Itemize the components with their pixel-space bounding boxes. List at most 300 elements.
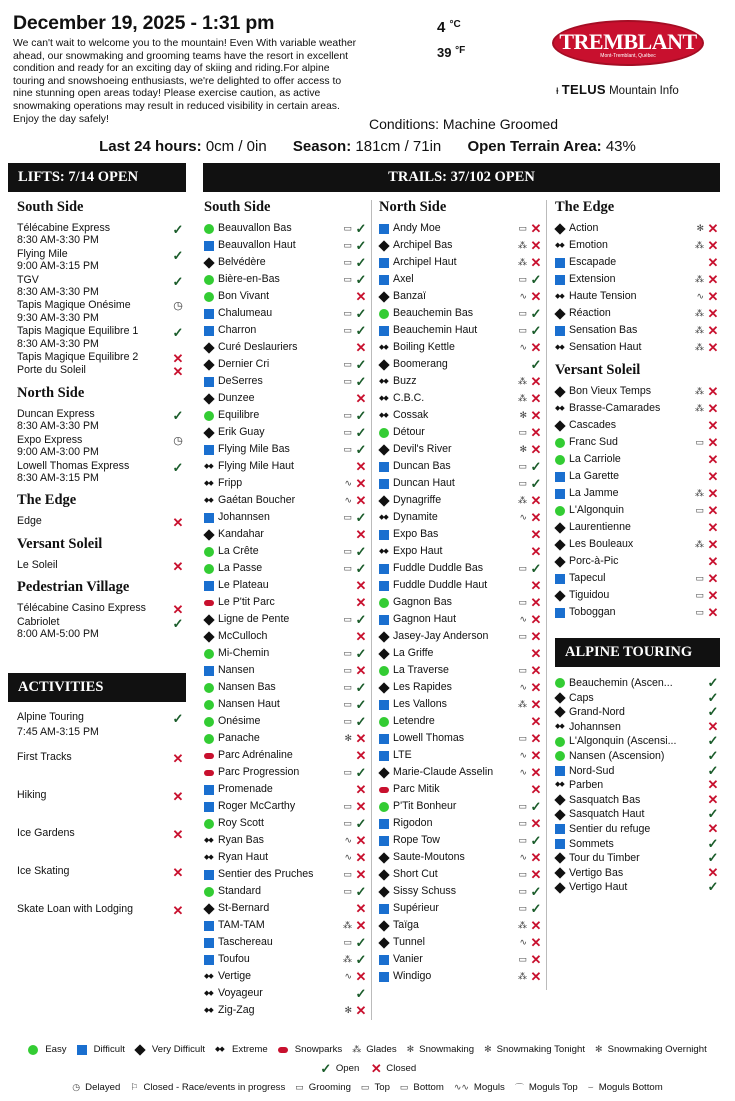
trail-row[interactable]	[204, 407, 368, 424]
alpine-row[interactable]	[555, 822, 720, 837]
trail-row[interactable]	[379, 492, 543, 509]
trail-row[interactable]	[379, 237, 543, 254]
lift-item[interactable]	[17, 616, 187, 641]
closed-x-icon: ✕	[172, 558, 184, 574]
closed-x-icon: ✕	[530, 255, 542, 270]
trail-name: Panache	[218, 732, 260, 744]
difficult-square-icon	[204, 581, 214, 591]
grooming-icon: ▭	[343, 699, 352, 709]
grooming-icon: ▭	[518, 308, 527, 318]
lift-item[interactable]	[17, 602, 187, 618]
trail-row[interactable]	[204, 883, 368, 900]
trail-row[interactable]	[555, 434, 720, 451]
difficult-square-icon	[379, 581, 389, 591]
snowpark-icon	[278, 1047, 288, 1053]
open-check-icon: ✓	[707, 733, 719, 749]
trail-row[interactable]	[379, 611, 543, 628]
trail-name: Brasse-Camarades	[569, 402, 661, 414]
extreme-double-diamond-icon: ◆◆	[204, 989, 213, 997]
trail-name: Duncan Haut	[393, 477, 455, 489]
trail-row[interactable]	[204, 696, 368, 713]
trail-row[interactable]	[555, 485, 720, 502]
glades-icon: ⁂	[695, 274, 704, 284]
open-check-icon: ✓	[530, 272, 542, 287]
alpine-name: Sasquatch Bas	[569, 793, 641, 806]
trail-name: Sensation Haut	[569, 341, 642, 353]
very-difficult-diamond-icon	[378, 852, 389, 863]
trail-row[interactable]	[204, 441, 368, 458]
grooming-icon: ▭	[343, 308, 352, 318]
alpine-row[interactable]	[555, 764, 720, 779]
alpine-row[interactable]	[555, 705, 720, 720]
extreme-double-diamond-icon: ◆◆	[204, 972, 213, 980]
legend-label: Extreme	[232, 1044, 268, 1055]
easy-circle-icon	[379, 309, 389, 319]
very-difficult-diamond-icon	[554, 539, 565, 550]
trail-row[interactable]	[555, 271, 720, 288]
grooming-icon: ▭	[343, 869, 352, 879]
activity-name: Hiking	[17, 789, 47, 801]
grooming-icon: ▭	[343, 614, 352, 624]
trail-row[interactable]	[204, 985, 368, 1002]
trail-row[interactable]	[555, 570, 720, 587]
activity-item[interactable]	[17, 901, 187, 939]
trail-row[interactable]	[379, 560, 543, 577]
trail-row[interactable]	[204, 577, 368, 594]
trail-row[interactable]	[204, 305, 368, 322]
trail-row[interactable]	[555, 322, 720, 339]
lift-item[interactable]	[17, 434, 187, 459]
alpine-row[interactable]	[555, 676, 720, 691]
glades-icon: ⁂	[695, 325, 704, 335]
difficult-square-icon	[379, 258, 389, 268]
trail-name: Laurentienne	[569, 521, 631, 533]
trail-row[interactable]	[204, 866, 368, 883]
trail-row[interactable]	[204, 475, 368, 492]
trail-row[interactable]	[379, 679, 543, 696]
grooming-icon: ▭	[343, 937, 352, 947]
legend	[0, 1040, 735, 1097]
trail-row[interactable]	[555, 536, 720, 553]
alpine-row[interactable]	[555, 851, 720, 866]
trail-row[interactable]	[379, 339, 543, 356]
difficult-square-icon	[204, 802, 214, 812]
closed-x-icon: ✕	[172, 865, 184, 880]
alpine-row[interactable]	[555, 778, 720, 793]
legend-item	[361, 1082, 390, 1093]
trail-row[interactable]	[555, 220, 720, 237]
legend-closed	[369, 1061, 416, 1077]
trail-row[interactable]	[379, 424, 543, 441]
closed-x-icon: ✕	[707, 306, 719, 321]
difficult-square-icon	[379, 564, 389, 574]
alpine-row[interactable]	[555, 734, 720, 749]
trail-row[interactable]	[379, 747, 543, 764]
column-divider	[546, 200, 547, 990]
trail-row[interactable]	[379, 526, 543, 543]
difficult-square-icon	[204, 666, 214, 676]
alpine-row[interactable]	[555, 837, 720, 852]
very-difficult-diamond-icon	[554, 809, 565, 820]
grooming-icon: ▭	[518, 631, 527, 641]
lift-item[interactable]	[17, 515, 187, 531]
trail-name: Toufou	[218, 953, 250, 965]
easy-circle-icon	[204, 224, 214, 234]
activity-name: First Tracks	[17, 751, 72, 763]
trail-row[interactable]	[379, 288, 543, 305]
trail-row[interactable]	[379, 798, 543, 815]
alpine-name: Tour du Timber	[569, 852, 640, 865]
trail-row[interactable]	[204, 220, 368, 237]
closed-x-icon: ✕	[707, 469, 719, 484]
trail-row[interactable]	[204, 356, 368, 373]
grooming-bottom-icon: ▭	[399, 1082, 409, 1092]
trail-row[interactable]	[204, 543, 368, 560]
trail-row[interactable]	[204, 679, 368, 696]
alpine-row[interactable]	[555, 866, 720, 881]
difficult-square-icon	[204, 955, 214, 965]
trail-row[interactable]	[204, 373, 368, 390]
activity-item[interactable]	[17, 749, 187, 787]
open-check-icon: ✓	[172, 325, 184, 341]
trail-row[interactable]	[204, 390, 368, 407]
activity-item[interactable]	[17, 787, 187, 825]
lift-name: Edge	[17, 515, 42, 528]
lift-name: Lowell Thomas Express	[17, 459, 130, 472]
legend-label: Snowmaking	[419, 1044, 475, 1055]
trail-row[interactable]	[379, 934, 543, 951]
trail-row[interactable]	[555, 339, 720, 356]
trail-row[interactable]	[204, 849, 368, 866]
trail-row[interactable]	[555, 553, 720, 570]
trail-row[interactable]	[379, 781, 543, 798]
trail-row[interactable]	[204, 645, 368, 662]
trail-name: St-Bernard	[218, 902, 270, 914]
trail-row[interactable]	[379, 390, 543, 407]
trail-row[interactable]	[379, 645, 543, 662]
lift-item[interactable]	[17, 248, 187, 273]
grooming-icon: ▭	[518, 478, 527, 488]
glades-icon: ⁂	[695, 403, 704, 413]
trail-row[interactable]	[379, 883, 543, 900]
closed-x-icon: ✕	[355, 918, 367, 933]
snowmaking-icon: ✻	[595, 1044, 603, 1054]
lift-section-title: Pedestrian Village	[17, 579, 130, 596]
trail-row[interactable]	[204, 832, 368, 849]
trail-row[interactable]	[204, 1002, 368, 1019]
alpine-name: Vertigo Bas	[569, 866, 624, 879]
alpine-row[interactable]	[555, 720, 720, 735]
trail-row[interactable]	[204, 288, 368, 305]
easy-circle-icon	[204, 564, 214, 574]
glades-icon: ⁂	[518, 920, 527, 930]
trail-row[interactable]	[204, 781, 368, 798]
closed-x-icon: ✕	[707, 791, 719, 807]
activities-header: ACTIVITIES	[8, 673, 186, 702]
grooming-icon: ▭	[343, 512, 352, 522]
easy-circle-icon	[555, 751, 565, 761]
extreme-double-diamond-icon: ◆◆	[215, 1045, 224, 1053]
trail-name: Taïga	[393, 919, 419, 931]
lift-hours: 9:00 AM-3:00 PM	[17, 446, 99, 459]
very-difficult-diamond-icon	[378, 682, 389, 693]
lift-item[interactable]	[17, 299, 187, 324]
alpine-row[interactable]	[555, 749, 720, 764]
lift-item[interactable]	[17, 460, 187, 485]
alpine-row[interactable]	[555, 793, 720, 808]
trail-row[interactable]	[204, 747, 368, 764]
trail-name: Gagnon Haut	[393, 613, 457, 625]
activity-item[interactable]	[17, 709, 187, 749]
trail-row[interactable]	[204, 713, 368, 730]
trail-row[interactable]	[204, 509, 368, 526]
lift-item[interactable]	[17, 325, 187, 350]
very-difficult-diamond-icon	[378, 291, 389, 302]
activity-hours: 7:45 AM-3:15 PM	[17, 726, 99, 738]
trail-row[interactable]	[204, 458, 368, 475]
trail-row[interactable]	[379, 832, 543, 849]
alpine-row[interactable]	[555, 691, 720, 706]
open-check-icon: ✓	[530, 833, 542, 848]
trail-row[interactable]	[555, 604, 720, 621]
glades-icon: ⁂	[695, 240, 704, 250]
lift-item[interactable]	[17, 351, 187, 367]
trail-row[interactable]	[379, 764, 543, 781]
trail-name: Gaétan Boucher	[218, 494, 296, 506]
trail-row[interactable]	[204, 968, 368, 985]
trail-row[interactable]	[555, 237, 720, 254]
grooming-icon: ▭	[295, 1082, 304, 1092]
trail-name: Boiling Kettle	[393, 341, 455, 353]
trail-row[interactable]	[379, 662, 543, 679]
closed-x-icon: ✕	[707, 605, 719, 620]
glades-icon: ⁂	[695, 539, 704, 549]
closed-x-icon: ✕	[530, 782, 542, 797]
trail-row[interactable]	[204, 951, 368, 968]
open-check-icon: ✓	[355, 646, 367, 661]
trail-row[interactable]	[204, 424, 368, 441]
lift-item[interactable]	[17, 274, 187, 299]
alpine-name: Vertigo Haut	[569, 881, 628, 894]
trail-row[interactable]	[379, 322, 543, 339]
alpine-row[interactable]	[555, 880, 720, 895]
very-difficult-diamond-icon	[203, 427, 214, 438]
open-check-icon: ✓	[355, 306, 367, 321]
grooming-icon: ▭	[695, 437, 704, 447]
trail-row[interactable]	[204, 917, 368, 934]
trail-row[interactable]	[204, 237, 368, 254]
trail-row[interactable]	[555, 305, 720, 322]
trail-name: Saute-Moutons	[393, 851, 465, 863]
trail-row[interactable]	[379, 356, 543, 373]
trail-row[interactable]	[379, 458, 543, 475]
closed-x-icon: ✕	[530, 714, 542, 729]
trail-name: Expo Haut	[393, 545, 443, 557]
trail-name: Banzaï	[393, 290, 426, 302]
glades-icon: ⁂	[695, 386, 704, 396]
trail-row[interactable]	[555, 451, 720, 468]
trail-name: Boomerang	[393, 358, 448, 370]
legend-item	[454, 1082, 505, 1093]
activity-item[interactable]	[17, 825, 187, 863]
trail-row[interactable]	[379, 475, 543, 492]
trail-row[interactable]	[379, 730, 543, 747]
trails-header: TRAILS: 37/102 OPEN	[203, 163, 720, 192]
trail-row[interactable]	[204, 764, 368, 781]
trail-row[interactable]	[379, 713, 543, 730]
closed-x-icon: ✕	[530, 969, 542, 984]
trail-name: Archipel Haut	[393, 256, 457, 268]
trail-row[interactable]	[379, 696, 543, 713]
trail-row[interactable]	[555, 254, 720, 271]
trail-row[interactable]	[379, 866, 543, 883]
closed-x-icon: ✕	[530, 663, 542, 678]
trail-row[interactable]	[379, 951, 543, 968]
lift-name: Tapis Magique Onésime	[17, 299, 131, 312]
trail-name: Beauvallon Bas	[218, 222, 292, 234]
trail-row[interactable]	[204, 628, 368, 645]
closed-x-icon: ✕	[707, 718, 719, 734]
trail-name: Parc Adrénaline	[218, 749, 293, 761]
trail-name: La Traverse	[393, 664, 449, 676]
grooming-icon: ▭	[695, 607, 704, 617]
trail-row[interactable]	[379, 271, 543, 288]
trail-row[interactable]	[379, 305, 543, 322]
trail-row[interactable]	[379, 577, 543, 594]
very-difficult-diamond-icon	[554, 853, 565, 864]
lift-item[interactable]	[17, 558, 187, 574]
difficult-square-icon	[555, 326, 565, 336]
trail-row[interactable]	[379, 900, 543, 917]
trail-name: Franc Sud	[569, 436, 618, 448]
trail-row[interactable]	[204, 900, 368, 917]
trail-name: Porc-à-Pic	[569, 555, 619, 567]
trail-row[interactable]	[379, 543, 543, 560]
difficult-square-icon	[379, 751, 389, 761]
trail-row[interactable]	[379, 628, 543, 645]
trail-name: Ryan Haut	[218, 851, 269, 863]
grooming-icon: ▭	[518, 597, 527, 607]
trail-row[interactable]	[555, 383, 720, 400]
trail-row[interactable]	[204, 322, 368, 339]
trail-row[interactable]	[379, 509, 543, 526]
trail-name: Ligne de Pente	[218, 613, 290, 625]
legend-item	[400, 1082, 444, 1093]
glades-icon: ⁂	[352, 1044, 362, 1054]
easy-circle-icon	[204, 819, 214, 829]
trail-name: Roger McCarthy	[218, 800, 296, 812]
trail-name: McCulloch	[218, 630, 268, 642]
trail-row[interactable]	[379, 815, 543, 832]
closed-x-icon: ✕	[707, 418, 719, 433]
difficult-square-icon	[379, 479, 389, 489]
closed-x-icon: ✕	[355, 340, 367, 355]
legend-difficult	[77, 1044, 125, 1055]
extreme-double-diamond-icon: ◆◆	[204, 1006, 213, 1014]
lift-item[interactable]	[17, 408, 187, 433]
open-check-icon: ✓	[530, 306, 542, 321]
trail-row[interactable]	[204, 492, 368, 509]
trail-row[interactable]	[204, 254, 368, 271]
open-check-icon: ✓	[355, 238, 367, 253]
trail-row[interactable]	[555, 468, 720, 485]
trail-row[interactable]	[204, 594, 368, 611]
trail-row[interactable]	[379, 407, 543, 424]
lift-item[interactable]	[17, 222, 187, 247]
snowpark-icon	[379, 787, 389, 793]
trail-row[interactable]	[379, 220, 543, 237]
grooming-icon: ▭	[518, 461, 527, 471]
trail-row[interactable]	[204, 560, 368, 577]
trail-row[interactable]	[555, 288, 720, 305]
lift-item[interactable]	[17, 364, 187, 380]
trail-row[interactable]	[555, 502, 720, 519]
trail-row[interactable]	[379, 917, 543, 934]
trail-row[interactable]	[204, 526, 368, 543]
trail-row[interactable]	[379, 968, 543, 985]
trail-name: Roy Scott	[218, 817, 264, 829]
closed-x-icon: ✕	[707, 238, 719, 253]
closed-x-icon: ✕	[370, 1060, 382, 1076]
closed-x-icon: ✕	[530, 612, 542, 627]
trail-row[interactable]	[204, 798, 368, 815]
open-check-icon: ✓	[355, 544, 367, 559]
alpine-name: Beauchemin (Ascen...	[569, 677, 673, 689]
trail-row[interactable]	[555, 417, 720, 434]
trail-name: Standard	[218, 885, 261, 897]
trail-row[interactable]	[204, 611, 368, 628]
trail-row[interactable]	[204, 662, 368, 679]
trail-row[interactable]	[379, 594, 543, 611]
very-difficult-diamond-icon	[378, 648, 389, 659]
closed-x-icon: ✕	[707, 554, 719, 569]
closed-x-icon: ✕	[707, 520, 719, 535]
trail-row[interactable]	[555, 400, 720, 417]
very-difficult-diamond-icon	[378, 631, 389, 642]
trail-row[interactable]	[204, 339, 368, 356]
trail-row[interactable]	[555, 587, 720, 604]
trail-row[interactable]	[555, 519, 720, 536]
activities-list	[17, 709, 187, 939]
grooming-icon: ▭	[518, 325, 527, 335]
activity-item[interactable]	[17, 863, 187, 901]
trail-row[interactable]	[379, 373, 543, 390]
trail-row[interactable]	[204, 730, 368, 747]
trail-row[interactable]	[379, 849, 543, 866]
trail-row[interactable]	[204, 271, 368, 288]
open-check-icon: ✓	[355, 986, 367, 1001]
closed-x-icon: ✕	[355, 731, 367, 746]
legend-glades	[352, 1044, 396, 1055]
easy-circle-icon	[379, 666, 389, 676]
closed-x-icon: ✕	[707, 537, 719, 552]
trail-row[interactable]	[379, 254, 543, 271]
trail-name: Bon Vieux Temps	[569, 385, 652, 397]
trail-name: Beauvallon Haut	[218, 239, 296, 251]
open-check-icon: ✓	[355, 697, 367, 712]
trail-row[interactable]	[204, 934, 368, 951]
grooming-icon: ▭	[343, 240, 352, 250]
difficult-square-icon	[379, 700, 389, 710]
closed-x-icon: ✕	[530, 425, 542, 440]
alpine-row[interactable]	[555, 807, 720, 822]
difficult-square-icon	[379, 615, 389, 625]
trail-row[interactable]	[379, 441, 543, 458]
difficult-square-icon	[555, 258, 565, 268]
trail-row[interactable]	[204, 815, 368, 832]
legend-label: Glades	[366, 1044, 397, 1055]
glades-icon: ⁂	[518, 376, 527, 386]
